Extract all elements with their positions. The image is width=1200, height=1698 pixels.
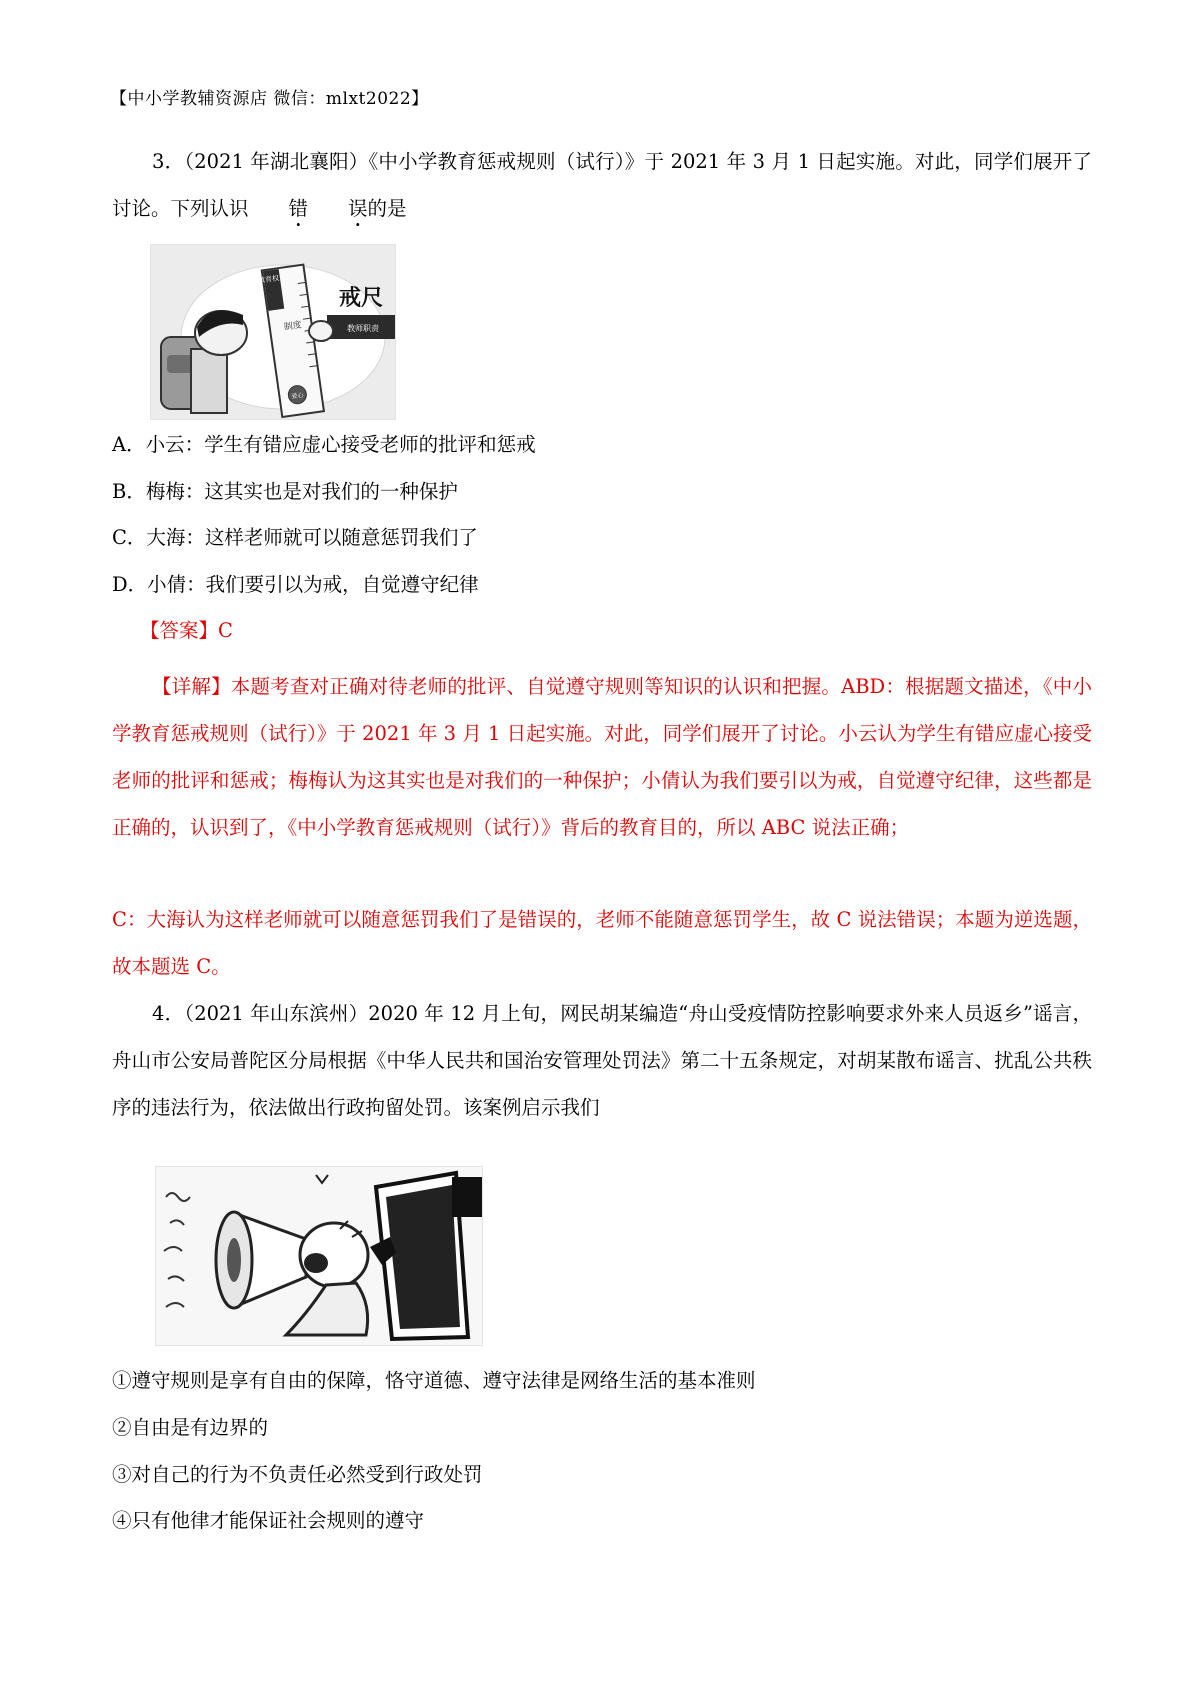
sleeve-label: 教师职责	[347, 324, 379, 333]
q3-answer: 【答案】C	[140, 619, 233, 642]
q3-option-c: C．大海：这样老师就可以随意惩罚我们了	[112, 526, 478, 549]
q4-stem: 4．（2021 年山东滨州）2020 年 12 月上旬，网民胡某编造“舟山受疫情防控影响要求外来人员返乡”谣言，舟山市公安局普陀区分局根据《中华人民共和国治安管理处罚法》第二十五条规定，对胡某散布谣言、扰乱公共秩序的违法行为，依法做出行政拘留处罚。该案例启示我们	[112, 1002, 1092, 1119]
q3-stem-text: 3．（2021 年湖北襄阳）《中小学教育惩戒规则（试行）》于 2021 年 3 月 1 日起实施。对此，同学们展开了讨论。下列认识	[112, 150, 1092, 220]
ruler-top-label: 教育权力	[257, 273, 287, 286]
ruler-big-label: 戒尺	[339, 286, 384, 311]
q4-cartoon-figure	[155, 1166, 483, 1346]
q3-detail-para-2: C：大海认为这样老师就可以随意惩罚我们了是错误的，老师不能随意惩罚学生，故 C 说法错误；本题为逆选题，故本题选 C。	[112, 908, 1092, 978]
ruler-mid-label: 制度	[283, 320, 303, 333]
q3-emphasis-2: 误	[348, 197, 368, 220]
q3-detail-para-1: 【详解】本题考查对正确对待老师的批评、自觉遵守规则等知识的认识和把握。ABD：根据题文描述，《中小学教育惩戒规则（试行）》于 2021 年 3 月 1 日起实施。对此，同学们展开了讨论。小云认为学生有错应虚心接受老师的批评和惩戒；梅梅认为这其实也是对我们的一种保护；小倩认为我们要引以为戒，自觉遵守纪律，这些都是正确的，认识到了，《中小学教育惩戒规则（试行）》背后的教育目的，所以 ABC 说法正确；	[112, 675, 1092, 839]
q3-option-a: A．小云：学生有错应虚心接受老师的批评和惩戒	[112, 433, 536, 456]
q3-option-d: D．小倩：我们要引以为戒，自觉遵守纪律	[112, 573, 479, 596]
q3-stem-tail: 的是	[367, 197, 407, 220]
ruler-cartoon-illustration	[151, 245, 395, 419]
q3-emphasis-1: 错	[288, 197, 309, 220]
heart-label: 爱心	[291, 391, 305, 401]
q4-item-2: ②自由是有边界的	[112, 1416, 269, 1439]
q4-item-4: ④只有他律才能保证社会规则的遵守	[112, 1509, 425, 1532]
q3-option-b: B．梅梅：这其实也是对我们的一种保护	[112, 480, 458, 503]
q4-item-3: ③对自己的行为不负责任必然受到行政处罚	[112, 1463, 483, 1486]
q4-item-1: ①遵守规则是享有自由的保障，恪守道德、遵守法律是网络生活的基本准则	[112, 1369, 756, 1392]
q3-cartoon-figure	[150, 244, 396, 420]
watermark-header: 【中小学教辅资源店 微信：mlxt2022】	[110, 89, 429, 109]
megaphone-cartoon-illustration	[156, 1167, 482, 1345]
q3-stem	[112, 138, 1092, 232]
